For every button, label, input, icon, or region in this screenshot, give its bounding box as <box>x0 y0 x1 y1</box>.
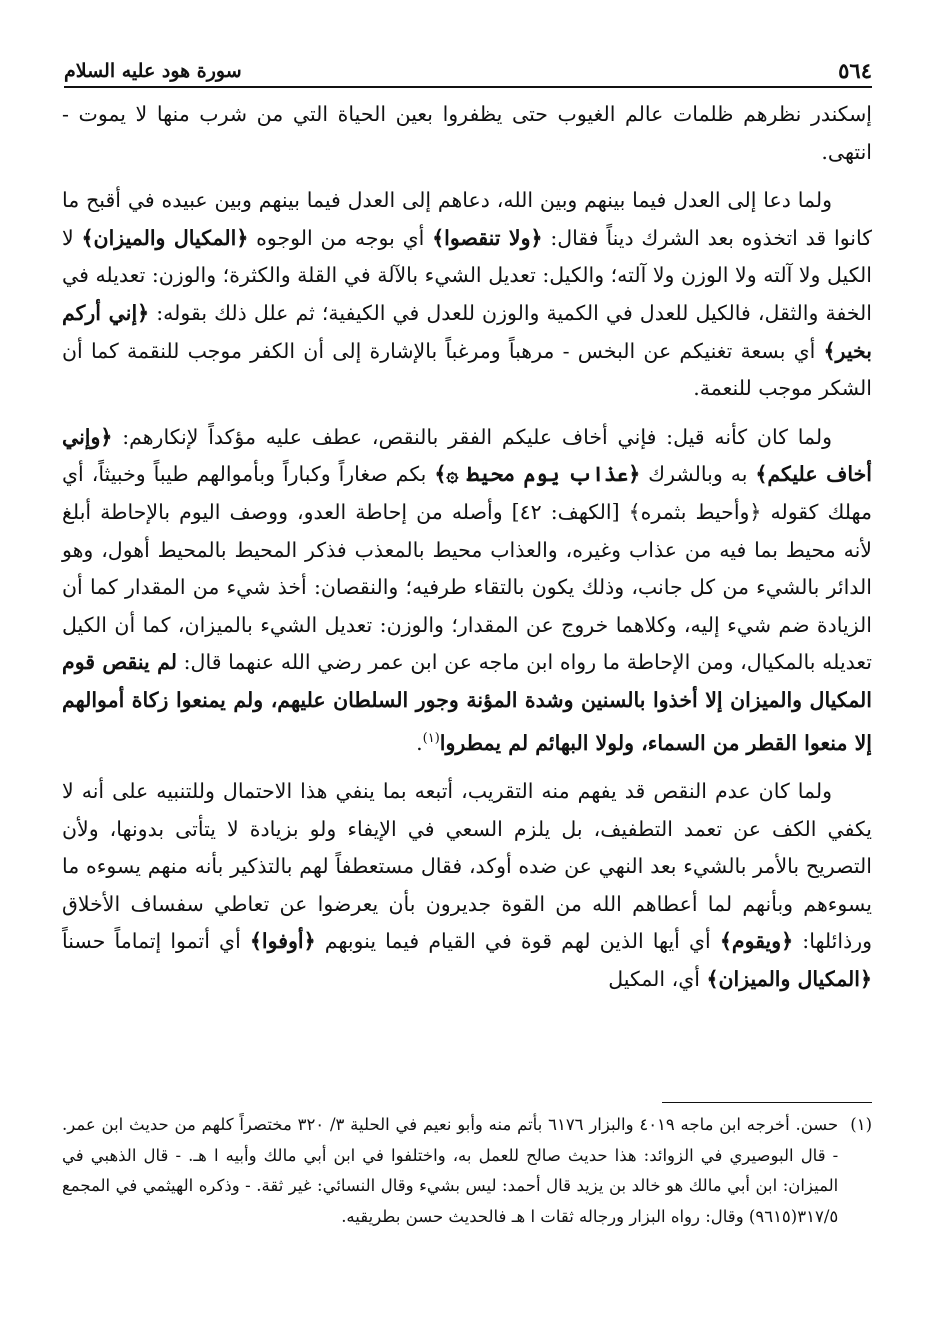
quran-quote: ﴿المكيال والميزان﴾ <box>706 966 872 991</box>
footnote-divider <box>662 1102 872 1103</box>
quran-quote: ﴿المكيال والميزان﴾ <box>81 225 249 250</box>
quran-quote: ﴿عذاب يوم محيط ۞﴾ <box>434 462 641 487</box>
surah-title: سورة هود عليه السلام <box>64 60 242 82</box>
hadith-text: لم ينقص قوم المكيال والميزان إلا أخذوا بالسنين وشدة المؤنة وجور السلطان عليهم، ولم يمنعوا زكاة أموالهم إلا منعوا القطر من السماء، ولولا البهائم لم يمطروا <box>62 650 872 755</box>
page-number: ٥٦٤ <box>838 58 872 83</box>
footnote-reference[interactable]: (١) <box>422 730 440 746</box>
paragraph-4: ولما كان عدم النقص قد يفهم منه التقريب، أتبعه بما ينفي هذا الاحتمال وللتنبيه على أنه لا يكفي الكف عن تعمد التطفيف، بل يلزم السعي في الإيفاء ولو بزيادة لا يتأتى بدونها، ولأن التصريح بالأمر بالشيء بعد النهي عن ضده أوكد، فقال مستعطفاً لهم بالتذكير بأنه منهم يسوءه ما يسوءهم وبأنهم لما أعطاهم الله من القوة جديرون بأن يعرضوا عن تعاطي سفساف الأخلاق ورذائلها: ﴿ويقوم﴾ أي أيها الذين لهم قوة في القيام فيما ينوبهم ﴿أوفوا﴾ أي أتموا إتماماً حسناً ﴿المكيال والميزان﴾ أي، المكيل <box>62 778 873 991</box>
paragraph-2: ولما دعا إلى العدل فيما بينهم وبين الله، دعاهم إلى العدل فيما بينهم وبين عبيده في أقبح ما كانوا قد اتخذوه بعد الشرك ديناً فقال: ﴿ولا تنقصوا﴾ أي بوجه من الوجوه ﴿المكيال والميزان﴾ لا الكيل ولا آلته ولا الوزن ولا آلته؛ والكيل: تعديل الشيء بالآلة في القلة والكثرة؛ والوزن: تعديله في الخفة والثقل، فالكيل للعدل في الكمية والوزن للعدل في الكيفية؛ ثم علل ذلك بقوله: ﴿إني أركم بخير﴾ أي بسعة تغنيكم عن البخس - مرهباً ومرغباً بالإشارة إلى أن الكفر موجب للنقمة كما أن الشكر موجب للنعمة. <box>62 188 873 401</box>
quran-quote: ﴿إني أركم بخير﴾ <box>62 300 872 363</box>
footnote-number: (١) <box>850 1115 872 1134</box>
paragraph-1: إسكندر نظرهم ظلمات عالم الغيوب حتى يظفروا بعين الحياة التي من شرب منها لا يموت - انتهى. <box>62 102 872 164</box>
main-text <box>62 96 872 998</box>
header-divider <box>64 86 872 88</box>
quran-quote: ﴿ولا تنقصوا﴾ <box>432 225 543 250</box>
footnote-text: حسن. أخرجه ابن ماجه ٤٠١٩ والبزار ٦١٧٦ بأتم منه وأبو نعيم في الحلية ٣/ ٣٢٠ مختصراً كلهم من حديث ابن عمر. - قال البوصيري في الزوائد: هذا حديث صالح للعمل به، واختلفوا في ابن أبي مالك وأبيه ا هـ. - قال الذهبي في الميزان: ابن أبي مالك هو خالد بن يزيد قال أحمد: ليس بشيء وقال النسائي: غير ثقة. - وذكره الهيثمي في المجمع ٣١٧/٥(٩٦١٥) وقال: رواه البزار ورجاله ثقات ا هـ فالحديث حسن بطريقيه. <box>62 1115 839 1226</box>
footnote <box>62 1110 872 1232</box>
quran-quote: ﴿ويقوم﴾ <box>719 929 794 954</box>
quran-quote: ﴿وإني أخاف عليكم﴾ <box>62 424 872 487</box>
running-header <box>64 44 872 84</box>
quran-quote: ﴿أوفوا﴾ <box>249 929 316 954</box>
paragraph-3: ولما كان كأنه قيل: فإني أخاف عليكم الفقر بالنقص، عطف عليه مؤكداً لإنكارهم: ﴿وإني أخاف عليكم﴾ به وبالشرك ﴿عذاب يوم محيط ۞﴾ بكم صغاراً وكباراً وبأموالهم طيباً وخبيثاً، أي مهلك كقوله ﴿وأحيط بثمره﴾ [الكهف: ٤٢] وأصله من إحاطة العدو، ووصف اليوم بالإحاطة أبلغ لأنه محيط بما فيه من عذاب وغيره، والعذاب محيط بالمعذب فذكر المحيط بالمحيط أهول، وهو الدائر بالشيء من كل جانب، وذلك يكون بالتقاء طرفيه؛ والنقصان: أخذ شيء من المقدار كما أن الزيادة ضم شيء إليه، وكلاهما خروج عن المقدار؛ والوزن: تعديل الشيء بالميزان، كما أن الكيل تعديله بالمكيال، ومن الإحاطة ما رواه ابن ماجه عن ابن عمر رضي الله عنهما قال: لم ينقص قوم المكيال والميزان إلا أخذوا بالسنين وشدة المؤنة وجور السلطان عليهم، ولم يمنعوا زكاة أموالهم إلا منعوا القطر من السماء، ولولا البهائم لم يمطروا$^{(١)}$. <box>62 424 873 755</box>
